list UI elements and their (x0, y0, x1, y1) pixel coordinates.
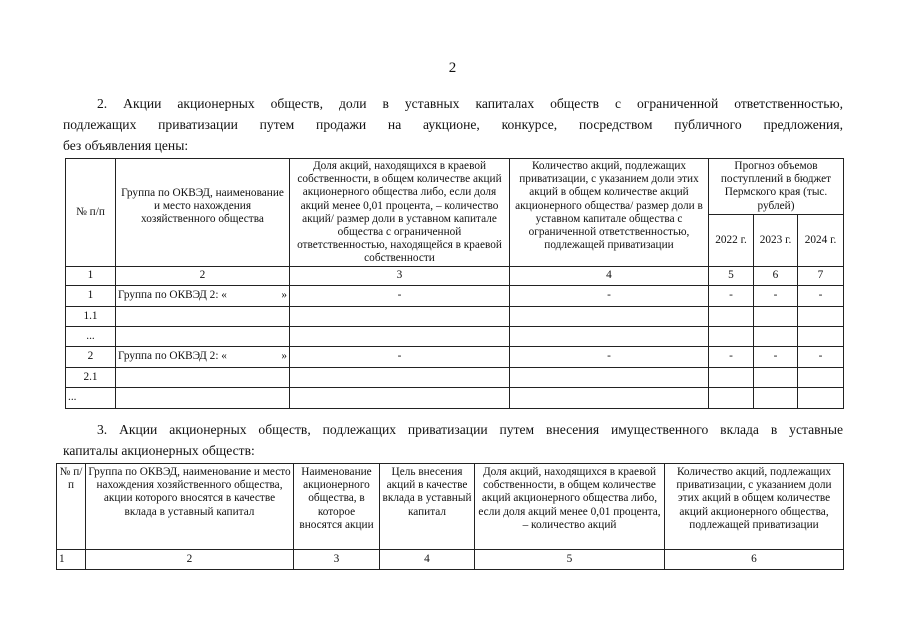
row-group (116, 307, 290, 327)
row-group (116, 327, 290, 347)
row-forecast-2023 (754, 327, 798, 347)
column-number: 3 (294, 550, 380, 570)
header-number: № п/п (66, 159, 116, 267)
row-number: 2.1 (66, 368, 116, 388)
row-shares-to-privatize (510, 307, 709, 327)
header-share-owned: Доля акций, находящихся в краевой собственности, в общем количестве акций акционерного общества либо, если доля акций менее 0,01 процента, – количество акций (475, 464, 665, 550)
row-number: 1 (66, 286, 116, 307)
row-forecast-2022 (709, 368, 754, 388)
row-shares-to-privatize (510, 388, 709, 409)
row-forecast-2023 (754, 388, 798, 409)
row-forecast-2024: - (798, 286, 844, 307)
table-row (66, 327, 844, 347)
section-3-heading-line-2: капиталы акционерных обществ: (63, 443, 255, 458)
row-group (116, 388, 290, 409)
row-forecast-2022: - (709, 347, 754, 368)
group-label-prefix: Группа по ОКВЭД 2: « (118, 350, 227, 363)
row-forecast-2023 (754, 368, 798, 388)
column-number: 6 (754, 267, 798, 286)
column-number: 1 (57, 550, 86, 570)
row-forecast-2023 (754, 307, 798, 327)
column-number: 4 (380, 550, 475, 570)
table-row (66, 286, 844, 307)
column-number: 5 (709, 267, 754, 286)
row-forecast-2022 (709, 307, 754, 327)
row-number: ... (66, 388, 116, 409)
column-number-row (57, 550, 844, 570)
section-3-table (56, 463, 844, 570)
section-2-heading-line-2: подлежащих приватизации путем продажи на аукционе, конкурсе, посредством публичного предложения, (63, 117, 843, 132)
column-number: 6 (665, 550, 844, 570)
group-label-suffix: » (281, 350, 287, 363)
header-contribution-purpose: Цель внесения акций в качестве вклада в уставный капитал (380, 464, 475, 550)
column-number: 2 (86, 550, 294, 570)
row-shares-to-privatize (510, 368, 709, 388)
row-share-owned (290, 388, 510, 409)
row-number: 2 (66, 347, 116, 368)
row-forecast-2024 (798, 368, 844, 388)
column-number: 2 (116, 267, 290, 286)
section-3-heading-line-1: 3. Акции акционерных обществ, подлежащих приватизации путем внесения имущественного вклада в уставные (97, 422, 843, 437)
row-forecast-2022 (709, 327, 754, 347)
header-year-2024: 2024 г. (798, 215, 844, 267)
header-year-2022: 2022 г. (709, 215, 754, 267)
column-number: 5 (475, 550, 665, 570)
row-shares-to-privatize: - (510, 286, 709, 307)
row-forecast-2024 (798, 327, 844, 347)
row-shares-to-privatize: - (510, 347, 709, 368)
column-number: 3 (290, 267, 510, 286)
column-number: 1 (66, 267, 116, 286)
group-label-suffix: » (281, 289, 287, 302)
row-group (116, 368, 290, 388)
table-row (66, 307, 844, 327)
row-number: 1.1 (66, 307, 116, 327)
row-share-owned: - (290, 347, 510, 368)
section-2-heading-line-3: без объявления цены: (63, 138, 189, 153)
section-2-heading-line-1: 2. Акции акционерных обществ, доли в уставных капиталах обществ с ограниченной ответственностью, (97, 96, 843, 111)
header-group: Группа по ОКВЭД, наименование и место нахождения хозяйственного общества (116, 159, 290, 267)
row-share-owned: - (290, 286, 510, 307)
row-number: ... (66, 327, 116, 347)
row-share-owned (290, 327, 510, 347)
row-forecast-2022 (709, 388, 754, 409)
row-forecast-2023: - (754, 286, 798, 307)
row-forecast-2024 (798, 388, 844, 409)
table-row (66, 388, 844, 409)
section-3-heading (63, 419, 843, 461)
column-number-row (66, 267, 844, 286)
table-row (66, 368, 844, 388)
table-row (66, 347, 844, 368)
row-forecast-2024 (798, 307, 844, 327)
column-number: 4 (510, 267, 709, 286)
header-share-owned: Доля акций, находящихся в краевой собственности, в общем количестве акций акционерного общества либо, если доля акций менее 0,01 процента, – количество акций/ размер доли в уставном капитале общества с ограниченной ответственностью, находящейся в краевой собственности (290, 159, 510, 267)
header-year-2023: 2023 г. (754, 215, 798, 267)
row-forecast-2023: - (754, 347, 798, 368)
section-2-heading (63, 93, 843, 156)
group-label-prefix: Группа по ОКВЭД 2: « (118, 289, 227, 302)
header-shares-to-privatize: Количество акций, подлежащих приватизации, с указанием доли этих акций в общем количестве акций акционерного общества, подлежащей приватизации (665, 464, 844, 550)
row-share-owned (290, 368, 510, 388)
row-forecast-2024: - (798, 347, 844, 368)
header-forecast: Прогноз объемов поступлений в бюджет Пермского края (тыс. рублей) (709, 159, 844, 215)
header-company-name: Наименование акционерного общества, в которое вносятся акции (294, 464, 380, 550)
header-shares-to-privatize: Количество акций, подлежащих приватизации, с указанием доли этих акций в общем количестве акций акционерного общества/ размер доли в уставном капитале общества с ограниченной ответственностью, подлежащей приватизации (510, 159, 709, 267)
row-group (116, 286, 290, 307)
row-forecast-2022: - (709, 286, 754, 307)
section-2-table (65, 158, 844, 409)
column-number: 7 (798, 267, 844, 286)
row-share-owned (290, 307, 510, 327)
header-number: № п/п (57, 464, 86, 550)
row-shares-to-privatize (510, 327, 709, 347)
page-number: 2 (448, 60, 457, 76)
row-group (116, 347, 290, 368)
header-group: Группа по ОКВЭД, наименование и место нахождения хозяйственного общества, акции которого вносятся в качестве вклада в уставный капитал (86, 464, 294, 550)
